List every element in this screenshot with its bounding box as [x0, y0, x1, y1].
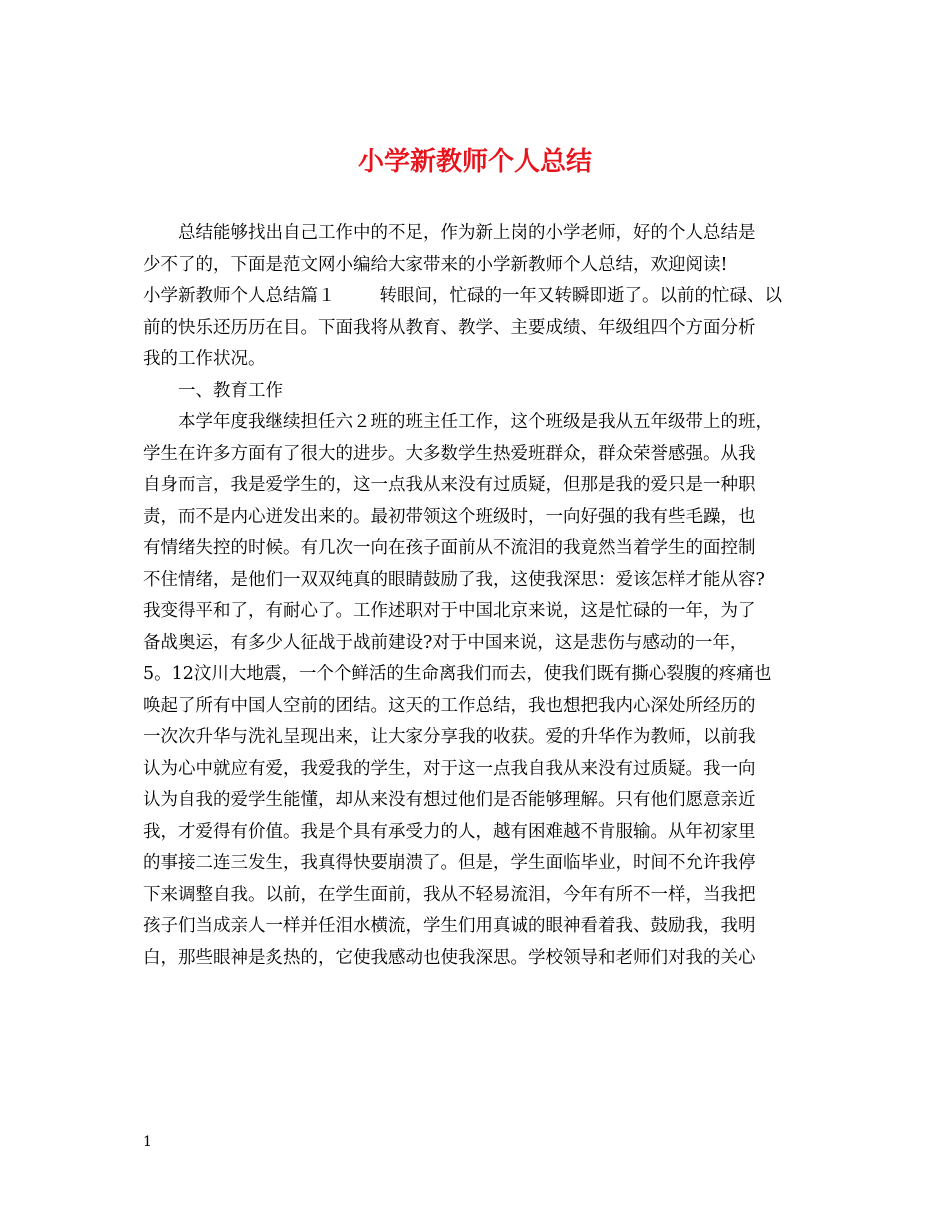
- paragraph-line: 一次次升华与洗礼呈现出来，让大家分享我的收获。爱的升华作为教师，以前我: [143, 727, 756, 747]
- document-body: [143, 218, 813, 974]
- paragraph-line: 本学年度我继续担任六２班的班主任工作，这个班级是我从五年级带上的班，: [178, 412, 773, 432]
- paragraph-line: 我变得平和了，有耐心了。工作述职对于中国北京来说，这是忙碌的一年，为了: [143, 601, 756, 621]
- paragraph-line: 备战奥运，有多少人征战于战前建设?对于中国来说，这是悲伤与感动的一年，: [143, 632, 748, 653]
- paragraph-line: 少不了的，下面是范文网小编给大家带来的小学新教师个人总结，欢迎阅读!: [143, 254, 728, 275]
- chapter-heading: 小学新教师个人总结篇１: [143, 286, 336, 306]
- paragraph-line: 自身而言，我是爱学生的，这一点我从来没有过质疑，但那是我的爱只是一种职: [143, 475, 756, 495]
- page-number: 1: [143, 1134, 152, 1150]
- paragraph-line: 唤起了所有中国人空前的团结。这天的工作总结，我也想把我内心深处所经历的: [143, 695, 756, 716]
- paragraph-line: [143, 281, 813, 313]
- paragraph-line: 的事接二连三发生，我真得快要崩溃了。但是，学生面临毕业，时间不允许我停: [143, 853, 756, 873]
- paragraph-line: 认为心中就应有爱，我爱我的学生，对于这一点我自我从来没有过质疑。我一向: [143, 758, 756, 779]
- document-title: 小学新教师个人总结: [357, 147, 592, 177]
- paragraph-line: 我的工作状况。: [143, 349, 266, 369]
- paragraph-line: 总结能够找出自己工作中的不足，作为新上岗的小学老师，好的个人总结是: [178, 223, 756, 243]
- paragraph-line: 有情绪失控的时候。有几次一向在孩子面前从不流泪的我竟然当着学生的面控制: [143, 538, 756, 558]
- paragraph-line: 下来调整自我。以前，在学生面前，我从不轻易流泪，今年有所不一样，当我把: [143, 884, 756, 905]
- section-heading: 一、教育工作: [178, 380, 283, 401]
- paragraph-line: 前的快乐还历历在目。下面我将从教育、教学、主要成绩、年级组四个方面分析: [143, 317, 756, 338]
- chapter-first-line: 转眼间，忙碌的一年又转瞬即逝了。以前的忙碌、以: [379, 286, 782, 306]
- paragraph-line: 孩子们当成亲人一样并任泪水横流，学生们用真诚的眼神看着我、鼓励我，我明: [143, 916, 756, 936]
- paragraph-line: 责，而不是内心迸发出来的。最初带领这个班级时，一向好强的我有些毛躁，也: [143, 506, 756, 527]
- paragraph-line: 不住情绪，是他们一双双纯真的眼睛鼓励了我，这使我深思：爱该怎样才能从容?: [143, 569, 765, 590]
- paragraph-line: 5。12汶川大地震，一个个鲜活的生命离我们而去，使我们既有撕心裂腹的疼痛也: [143, 664, 772, 684]
- paragraph-line: 认为自我的爱学生能懂，却从来没有想过他们是否能够理解。只有他们愿意亲近: [143, 790, 756, 810]
- paragraph-line: 白，那些眼神是炙热的，它使我感动也使我深思。学校领导和老师们对我的关心: [143, 947, 756, 968]
- paragraph-line: 我，才爱得有价值。我是个具有承受力的人，越有困难越不肯服输。从年初家里: [143, 821, 756, 842]
- paragraph-line: 学生在许多方面有了很大的进步。大多数学生热爱班群众，群众荣誉感强。从我: [143, 443, 756, 464]
